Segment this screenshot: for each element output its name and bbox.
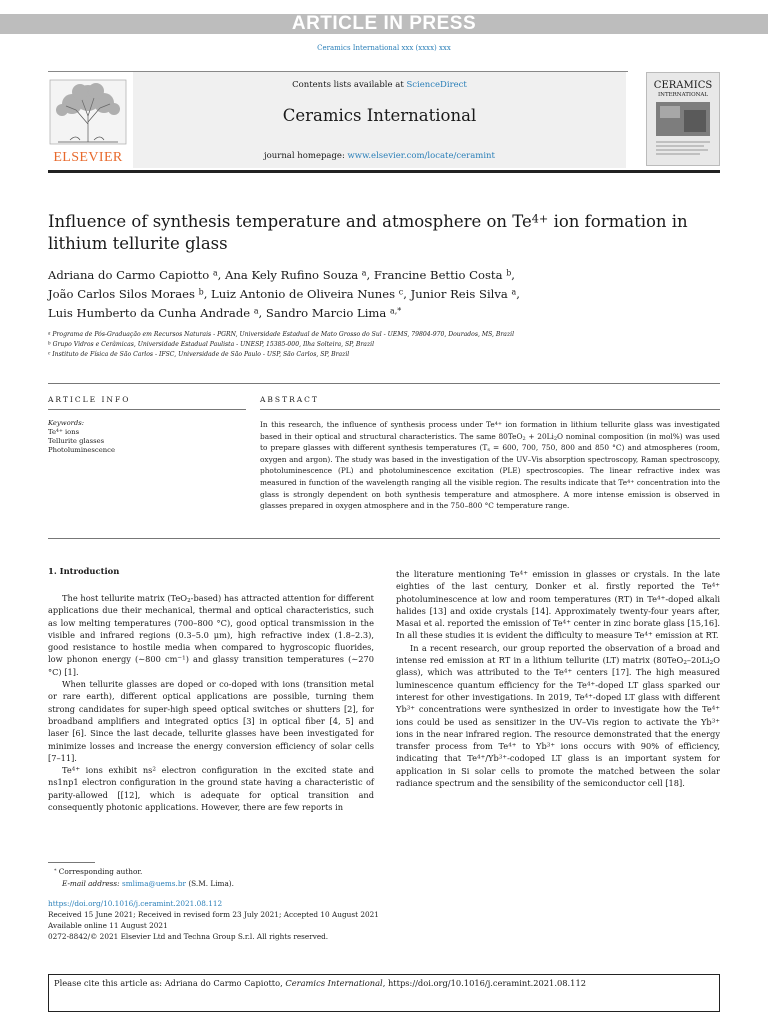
- article-info-rule: [48, 409, 246, 410]
- introduction-heading: 1. Introduction: [48, 566, 120, 576]
- article-in-press-label: ARTICLE IN PRESS: [291, 13, 477, 34]
- section-rule: [48, 383, 720, 384]
- section-rule: [48, 538, 720, 539]
- available-online: Available online 11 August 2021: [48, 921, 168, 930]
- citation-journal: Ceramics International: [285, 978, 383, 988]
- article-title: Influence of synthesis temperature and atmosphere on $Te^{4+}$ ion formation in lithium tellurite glass: [48, 212, 688, 253]
- keyword-item: Photoluminescence: [48, 446, 115, 454]
- citation-prefix: Please cite this article as: Adriana do Carmo Capiotto,: [54, 978, 286, 988]
- author-line: Adriana do Carmo Capiotto $^a$, Ana Kely Rufino Souza $^a$, Francine Bettio Costa $^b$,: [48, 268, 515, 282]
- doi-link[interactable]: https://doi.org/10.1016/j.ceramint.2021.08.112: [48, 899, 223, 908]
- corresponding-author-note: * Corresponding author.: [54, 867, 143, 876]
- cover-image: [652, 100, 714, 162]
- body-paragraph: When tellurite glasses are doped or co-doped with ions (transition metal or rare earth), different optical applications are possible, turning them strong candidates for super-high speed optical switches or shutters [2], for broadband amplifiers and integrated optics [3] in optical fiber [4, 5] and laser [6]. Since the last decade, tellurite glasses have been investigated for minimize losses and increase the energy conversion efficiency of solar cells [7–11].: [48, 679, 374, 763]
- abstract-heading: ABSTRACT: [260, 395, 319, 404]
- abstract-rule: [260, 409, 720, 410]
- journal-reference[interactable]: Ceramics International xxx (xxxx) xxx: [317, 44, 451, 52]
- email-link[interactable]: smlima@uems.br: [121, 879, 187, 888]
- keyword-item: $Te^{4+}$ ions: [48, 428, 80, 436]
- body-paragraph: the literature mentioning $Te^{4+}$ emission in glasses or crystals. In the late eighties of the last century, Donker et al. firstly reported the $Te^{4+}$ photoluminescence at low and room temperatures (RT) in $Te^{4+}$-doped alkali halides [13] and oxide crystals [14]. Approximately twenty-four years after, Masai et al. reported the emission of $Te^{4+}$ center in zinc borate glass [15,16]. In all these studies it is evident the difficulty to measure $Te^{4+}$ emission at RT.: [396, 569, 720, 641]
- elsevier-wordmark: ELSEVIER: [53, 150, 123, 165]
- body-paragraph: $Te^{4+}$ ions exhibit $ns^2$ electron configuration in the excited state and ns1np1 electron configuration in the ground state having a characteristic of parity-allowed [[12], which is adequate for optical transition and consequently photonic applications. However, there are few reports in: [48, 765, 374, 813]
- body-left-column: [48, 592, 374, 813]
- cover-title: CERAMICS: [653, 80, 713, 91]
- keyword-item: Tellurite glasses: [48, 437, 105, 445]
- contents-prefix: Contents lists available at: [292, 80, 407, 90]
- author-line: João Carlos Silos Moraes $^b$, Luiz Antonio de Oliveira Nunes $^c$, Junior Reis Silva $^a$,: [48, 287, 520, 301]
- abstract-text: In this research, the influence of synthesis process under $Te^{4+}$ ion formation in lithium tellurite glass was investigated based in their optical and structural characteristics. The same $80TeO_2 + 20Li_2O$ nominal composition (in mol%) was used to prepare glasses with different synthesis temperatures ($T_s = 600$, 700, 750, 800 and 850 °C) and atmospheres (room, oxygen and argon). The study was based in the investigation of the UV–Vis absorption spectroscopy, Raman spectroscopy, photoluminescence (PL) and photoluminescence excitation (PLE) spectroscopies. The linear refractive index was measured in function of the wavelength ranging all the visible region. The results indicate that $Te^{4+}$ concentration into the glass is strongly dependent on both synthesis temperature and atmosphere. A more intense emission is observed in glasses prepared in oxygen atmosphere and in the 750–800 °C temperature range.: [260, 420, 721, 511]
- author-list: [48, 266, 608, 323]
- journal-homepage-line: [133, 151, 626, 161]
- affiliation-a: $^a$ Programa de Pós-Graduação em Recursos Naturais - PGRN, Universidade Estadual de Mato Grosso do Sul - UEMS, 79804-970, Dourados, MS, Brazil: [48, 330, 515, 338]
- body-paragraph: In a recent research, our group reported the observation of a broad and intense red emission at RT in a lithium tellurite (LT) matrix ($80TeO_2-20Li_2O$ glass), which was attributed to the $Te^{4+}$ centers [17]. The high measured luminescence quantum efficiency for the $Te^{4+}$-doped LT glass sparked our interest for other investigations. In 2019, $Te^{4+}$-doped LT glass with different $Yb^{3+}$ concentrations were synthesized in order to investigate how the $Te^{4+}$ ions could be used as sensitizer in the UV–Vis region to activate the $Yb^{3+}$ ions in the near infrared region. The resource demonstrated that the energy transfer process from $Te^{4+}$ to $Yb^{3+}$ ions occurs with 90% of efficiency, indicating that $Te^{4+}/Yb^{3+}$-codoped LT glass is an important system for application in Si solar cells to promote the matched between the solar radiance spectrum and the sensibility of the semiconductor cell [18].: [396, 642, 721, 789]
- author-line: Luis Humberto da Cunha Andrade $^a$, Sandro Marcio Lima $^{a,*}$: [48, 306, 402, 320]
- body-right-column: [396, 568, 720, 789]
- citation-text: [54, 978, 714, 988]
- email-label: E-mail address:: [62, 879, 122, 888]
- journal-title: Ceramics International: [282, 106, 477, 125]
- homepage-prefix: journal homepage:: [264, 151, 348, 161]
- sciencedirect-link[interactable]: ScienceDirect: [406, 80, 467, 90]
- journal-homepage-link[interactable]: www.elsevier.com/locate/ceramint: [347, 151, 495, 161]
- body-paragraph: The host tellurite matrix (TeO$_2$-based) has attracted attention for different applications due their mechanical, thermal and optical characteristics, such as low melting temperatures (700–800 °C), good optical transmission in the visible and infrared regions (0.3–5.0 μm), high refractive index (1.8–2.3), good resistance to hostile media when compared to hygroscopic fluorides, low phonon energy (∼800 $cm^{-1}$) and glassy transition temperatures (∼270 °C) [1].: [48, 593, 374, 677]
- footnote-rule: [48, 862, 95, 863]
- affiliation-c: $^c$ Instituto de Física de São Carlos - IFSC, Universidade de São Paulo - USP, São Carlos, SP, Brazil: [48, 350, 350, 358]
- email-note: [62, 879, 234, 888]
- received-dates: Received 15 June 2021; Received in revised form 23 July 2021; Accepted 10 August 2021: [48, 910, 379, 919]
- header-bottom-rule: [48, 170, 720, 173]
- article-info-heading: ARTICLE INFO: [48, 395, 131, 404]
- email-suffix: (S.M. Lima).: [186, 879, 234, 888]
- citation-suffix: , https://doi.org/10.1016/j.ceramint.2021.08.112: [382, 978, 586, 988]
- copyright-line: 0272-8842/© 2021 Elsevier Ltd and Techna Group S.r.l. All rights reserved.: [48, 932, 329, 941]
- contents-line: [133, 80, 626, 90]
- cover-subtitle: INTERNATIONAL: [657, 92, 709, 98]
- affiliation-b: $^b$ Grupo Vidros e Cerâmicas, Universidade Estadual Paulista - UNESP, 15385-000, Ilha Solteira, SP, Brazil: [48, 340, 375, 348]
- keywords-label: Keywords:: [48, 419, 85, 427]
